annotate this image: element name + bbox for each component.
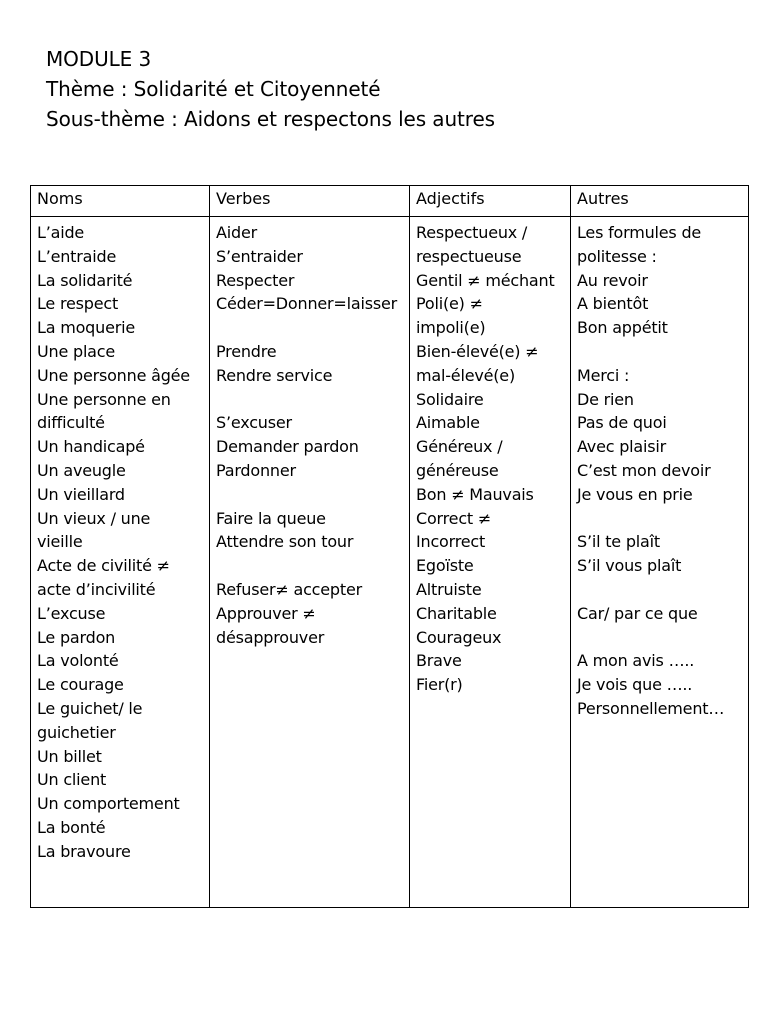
column-header-adjectifs: Adjectifs <box>410 186 571 217</box>
noms-list: L’aide L’entraide La solidarité Le respect La moquerie Une place Une personne âgée Une personne en difficulté Un handicapé Un aveugle Un vieillard Un vieux / une vieille Acte de civilité ≠ acte d’incivilité L’excuse Le pardon La volonté Le courage Le guichet/ le guichetier Un billet Un client Un comportement La bonté La bravoure <box>37 223 190 861</box>
module-title: MODULE 3 <box>46 47 152 71</box>
autres-list: Les formules de politesse : Au revoir A bientôt Bon appétit Merci : De rien Pas de quoi Avec plaisir C’est mon devoir Je vous en prie S’il te plaît S’il vous plaît Car/ par ce que A mon avis ….. Je vois que ….. Personnellement… <box>577 223 725 718</box>
cell-verbes <box>210 217 410 908</box>
cell-adjectifs <box>410 217 571 908</box>
cell-autres <box>571 217 749 908</box>
verbes-list: Aider S’entraider Respecter Céder=Donner=laisser Prendre Rendre service S’excuser Demander pardon Pardonner Faire la queue Attendre son tour Refuser≠ accepter Approuver ≠ désapprouver <box>216 223 398 647</box>
column-header-autres: Autres <box>571 186 749 217</box>
table-row <box>31 217 749 908</box>
cell-noms <box>31 217 210 908</box>
adjectifs-list: Respectueux / respectueuse Gentil ≠ méchant Poli(e) ≠ impoli(e) Bien-élevé(e) ≠ mal-élevé(e) Solidaire Aimable Généreux / généreuse Bon ≠ Mauvais Correct ≠ Incorrect Egoïste Altruiste Charitable Courageux Brave Fier(r) <box>416 223 555 695</box>
vocabulary-table <box>30 185 749 908</box>
document-header <box>46 44 495 134</box>
column-header-verbes: Verbes <box>210 186 410 217</box>
table-header-row <box>31 186 749 217</box>
subtheme-line: Sous-thème : Aidons et respectons les autres <box>46 107 495 131</box>
column-header-noms: Noms <box>31 186 210 217</box>
theme-line: Thème : Solidarité et Citoyenneté <box>46 77 381 101</box>
